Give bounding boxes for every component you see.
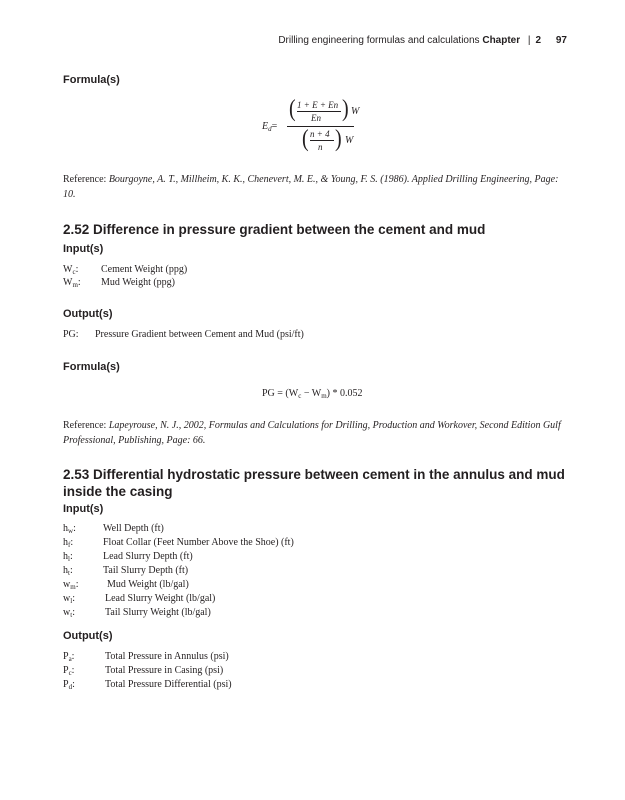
num-w: W bbox=[351, 106, 360, 117]
section-253-input-heading: Input(s) bbox=[63, 503, 104, 515]
section-252-input-heading: Input(s) bbox=[63, 243, 104, 255]
section-252-title: 2.52 Difference in pressure gradient between the cement and mud bbox=[63, 222, 486, 237]
running-title: Drilling engineering formulas and calculations bbox=[278, 35, 480, 46]
input-row: $w_m$: Mud Weight (lb/gal) bbox=[63, 579, 189, 591]
output-row: $P_d$: Total Pressure Differential (psi) bbox=[63, 679, 232, 691]
section-253-title: 2.53 Differential hydrostatic pressure between cement in the annulus and mud inside the casing bbox=[63, 467, 565, 499]
den-bottom: n bbox=[318, 142, 323, 152]
section-252-formula-heading: Formula(s) bbox=[63, 361, 120, 373]
page-number: 97 bbox=[555, 35, 567, 46]
den-open-paren: ( bbox=[302, 125, 309, 153]
input-row: $W_m$: Mud Weight (ppg) bbox=[63, 277, 176, 289]
num-bottom: En bbox=[311, 113, 321, 123]
input-row: $h_t$: Tail Slurry Depth (ft) bbox=[63, 565, 189, 577]
num-open-paren: ( bbox=[289, 95, 296, 123]
reference-prev bbox=[63, 172, 563, 202]
pressure-gradient-formula: PG = $(W_c - W_m) * 0.052$ bbox=[262, 388, 363, 400]
reference-text: Lapeyrouse, N. J., 2002, Formulas and Calculations for Drilling, Production and Workover, Second Edition Gulf Professional, Publishing, Page: 66. bbox=[63, 420, 561, 446]
output-row: $P_a$: Total Pressure in Annulus (psi) bbox=[63, 651, 229, 663]
section-252-output-heading: Output(s) bbox=[63, 308, 113, 320]
input-row: $h_l$: Lead Slurry Depth (ft) bbox=[63, 551, 193, 563]
running-header bbox=[278, 35, 567, 46]
num-close-paren: ) bbox=[342, 95, 349, 123]
reference-label: Reference: bbox=[63, 420, 107, 431]
main-fraction-bar bbox=[287, 126, 354, 127]
den-inner-bar bbox=[310, 140, 334, 141]
chapter-number: 2 bbox=[535, 35, 542, 46]
header-separator: | bbox=[527, 35, 531, 46]
input-row: $W_c$: Cement Weight (ppg) bbox=[63, 264, 188, 276]
reference-label: Reference: bbox=[63, 174, 107, 185]
input-row: $h_w$: Well Depth (ft) bbox=[63, 523, 164, 535]
reference-252 bbox=[63, 418, 563, 448]
output-row: PG: Pressure Gradient between Cement and Mud (psi/ft) bbox=[63, 329, 304, 340]
input-row: $w_l$: Lead Slurry Weight (lb/gal) bbox=[63, 593, 216, 605]
formula-heading-prev: Formula(s) bbox=[63, 74, 120, 86]
input-row: $h_f$: Float Collar (Feet Number Above the Shoe) (ft) bbox=[63, 537, 294, 549]
formula-lhs: $E_d=$ bbox=[262, 121, 278, 133]
den-top: n + 4 bbox=[310, 129, 330, 139]
chapter-label: Chapter bbox=[482, 35, 521, 46]
energy-formula bbox=[262, 97, 372, 157]
section-253-output-heading: Output(s) bbox=[63, 630, 113, 642]
num-inner-bar bbox=[297, 111, 341, 112]
den-w: W bbox=[345, 135, 354, 146]
den-close-paren: ) bbox=[335, 125, 342, 153]
output-row: $P_c$: Total Pressure in Casing (psi) bbox=[63, 665, 224, 677]
input-row: $w_t$: Tail Slurry Weight (lb/gal) bbox=[63, 607, 211, 619]
num-top: 1 + E + En bbox=[297, 100, 339, 110]
reference-text: Bourgoyne, A. T., Millheim, K. K., Chenevert, M. E., & Young, F. S. (1986). Applied Drilling Engineering, Page: 10. bbox=[63, 174, 559, 200]
